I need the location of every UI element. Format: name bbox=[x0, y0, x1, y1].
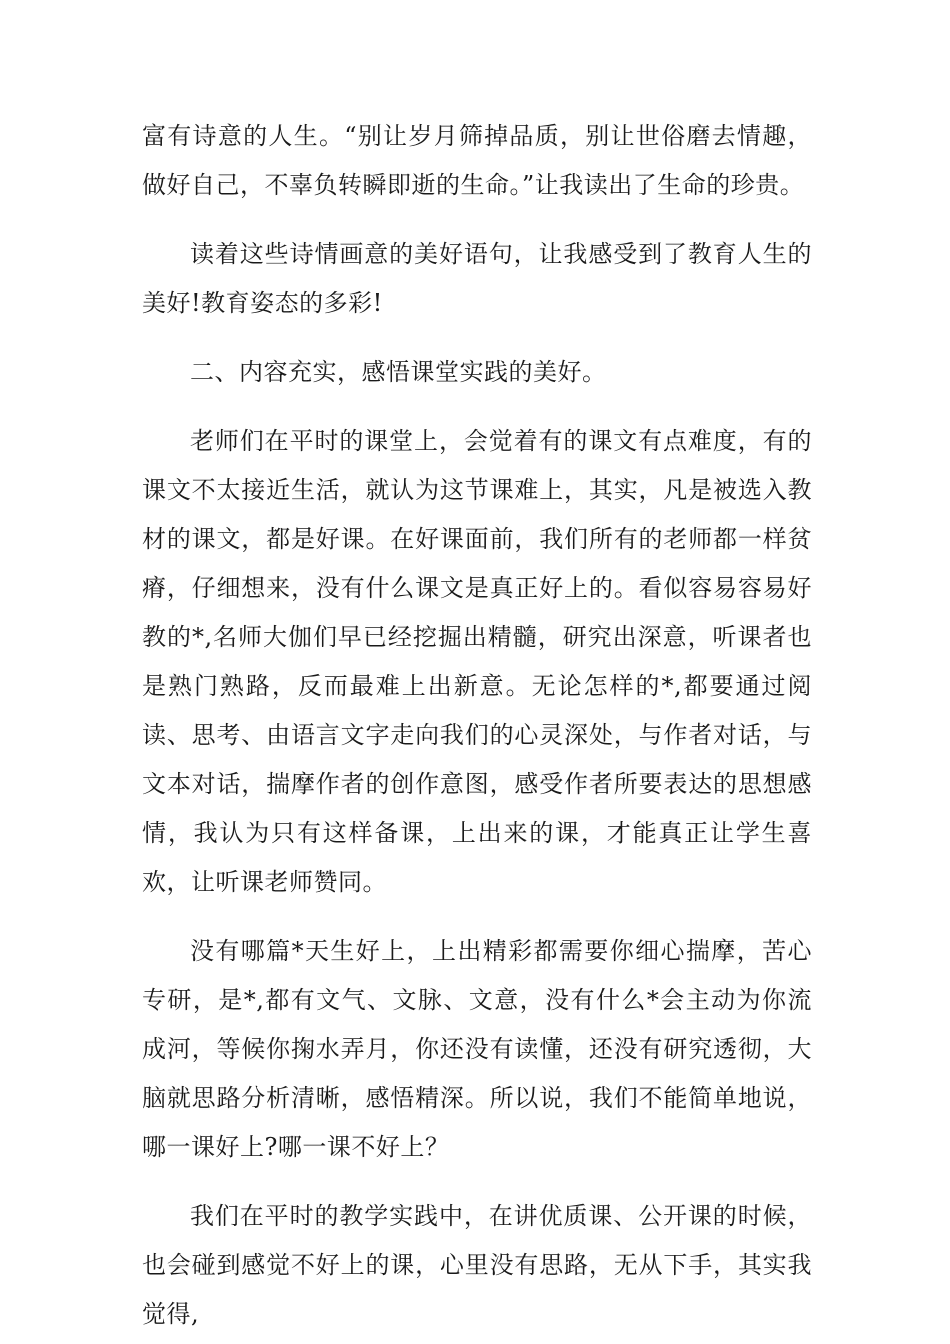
paragraph-3: 老师们在平时的课堂上，会觉着有的课文有点难度，有的课文不太接近生活，就认为这节课难上，其实，凡是被选入教材的课文，都是好课。在好课面前，我们所有的老师都一样贫瘠，仔细想来，没有什么课文是真正好上的。看似容易容易好教的*,名师大伽们早已经挖掘出精髓，研究出深意，听课者也是熟门熟路，反而最难上出新意。无论怎样的*,都要通过阅读、思考、由语言文字走向我们的心灵深处，与作者对话，与文本对话，揣摩作者的创作意图，感受作者所要表达的思想感情，我认为只有这样备课，上出来的课，才能真正让学生喜欢，让听课老师赞同。 bbox=[142, 427, 812, 896]
section-heading: 二、内容充实，感悟课堂实践的美好。 bbox=[190, 358, 607, 386]
paragraph-1: 富有诗意的人生。“别让岁月筛掉品质，别让世俗磨去情趣，做好自己，不辜负转瞬即逝的生命。”让我读出了生命的珍贵。 bbox=[142, 122, 812, 199]
paragraph-5: 我们在平时的教学实践中，在讲优质课、公开课的时候，也会碰到感觉不好上的课，心里没有思路，无从下手，其实我觉得, bbox=[142, 1202, 812, 1328]
paragraph-4: 没有哪篇*天生好上，上出精彩都需要你细心揣摩，苦心专研，是*,都有文气、文脉、文意，没有什么*会主动为你流成河，等候你掬水弄月，你还没有读懂，还没有研究透彻，大脑就思路分析清晰，感悟精深。所以说，我们不能简单地说，哪一课好上?哪一课不好上？ bbox=[142, 937, 812, 1161]
paragraph-2: 读着这些诗情画意的美好语句，让我感受到了教育人生的美好!教育姿态的多彩! bbox=[142, 240, 812, 317]
document-page bbox=[142, 112, 812, 1339]
